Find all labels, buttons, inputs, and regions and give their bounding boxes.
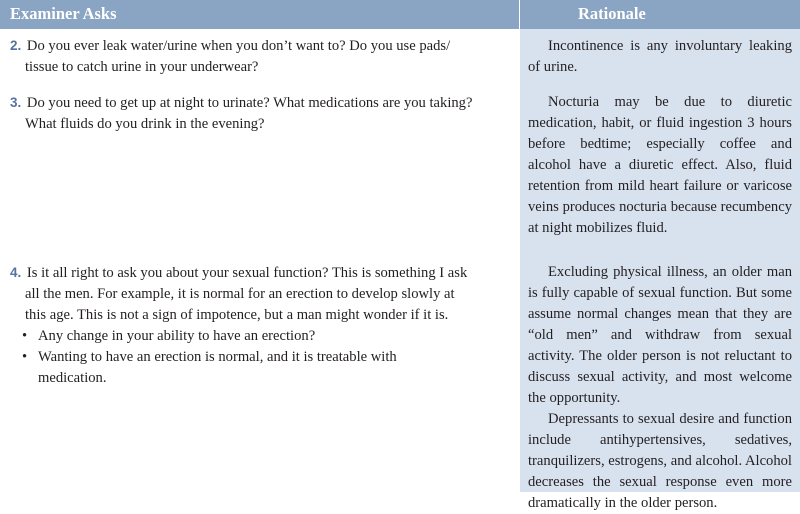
question-text: Do you ever leak water/urine when you don’t want to? Do you use pads/ [26, 38, 451, 54]
rationale-4 [528, 262, 792, 514]
question-line [10, 262, 512, 284]
rationale-paragraph: Nocturia may be due to diuretic medication, habit, or fluid ingestion 3 hours before bedtime; especially coffee and alcohol have a diuretic effect. Also, fluid retention from mild heart failure or varicose veins produces nocturia because recumbency at night mobilizes fluid. [528, 94, 792, 236]
rationale-heading: Rationale [578, 4, 646, 23]
question-line: What fluids do you drink in the evening? [25, 116, 265, 132]
bullet-icon: • [22, 349, 28, 365]
question-line [10, 92, 512, 114]
table-header [0, 0, 800, 29]
bullet-text: Wanting to have an erection is normal, and it is treatable with [38, 349, 397, 365]
question-line [10, 35, 512, 57]
question-line: this age. This is not a sign of impotence, but a man might wonder if it is. [25, 307, 449, 323]
bullet-text: Any change in your ability to have an erection? [38, 328, 316, 344]
rationale-paragraph: Incontinence is any involuntary leaking of urine. [528, 38, 792, 75]
question-number: 3. [10, 95, 22, 110]
question-4 [10, 262, 512, 389]
question-3 [10, 92, 512, 135]
question-number: 2. [10, 38, 22, 53]
question-number: 4. [10, 265, 22, 280]
header-divider [519, 0, 520, 29]
question-line: all the men. For example, it is normal for an erection to develop slowly at [25, 286, 455, 302]
rationale-paragraph: Depressants to sexual desire and function include antihypertensives, sedatives, tranquilizers, estrogens, and alcohol. Alcohol decreases the sexual response even more dramatically in the older person. [528, 411, 792, 511]
question-text: Is it all right to ask you about your sexual function? This is something I ask [26, 265, 468, 281]
rationale-2 [528, 36, 792, 78]
bullet-text: medication. [38, 370, 107, 386]
examiner-asks-heading: Examiner Asks [10, 4, 117, 23]
bullet-item [10, 326, 512, 347]
question-text: Do you need to get up at night to urinate? What medications are you taking? [26, 95, 473, 111]
rationale-3 [528, 92, 792, 239]
bullet-icon: • [22, 328, 28, 344]
bullet-item [10, 347, 512, 389]
rationale-paragraph: Excluding physical illness, an older man is fully capable of sexual function. But some assume normal changes mean that they are “old men” and withdraw from sexual activity. The older person is not reluctant to discuss sexual activity, and most welcome the opportunity. [528, 264, 792, 406]
question-2 [10, 35, 512, 78]
question-line: tissue to catch urine in your underwear? [25, 59, 259, 75]
